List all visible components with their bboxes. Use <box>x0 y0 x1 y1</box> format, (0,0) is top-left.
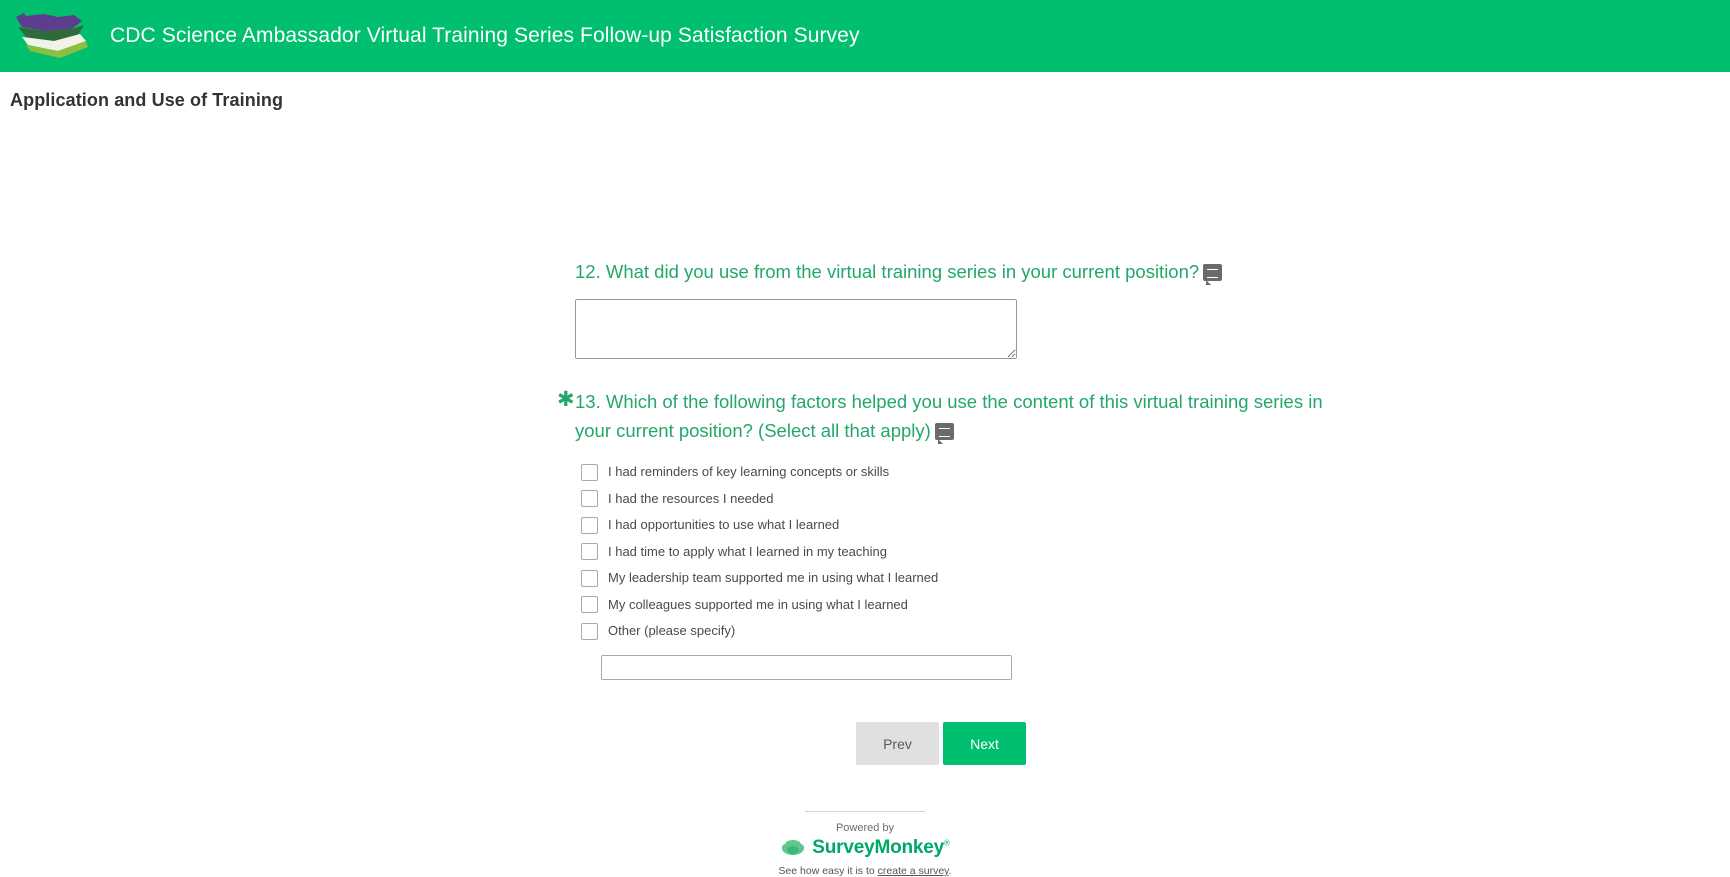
checkbox-label: I had opportunities to use what I learned <box>608 517 840 533</box>
powered-by-label: Powered by <box>835 822 895 834</box>
checkbox-label: I had time to apply what I learned in my teaching <box>608 543 887 559</box>
question-13-number: 13. <box>575 391 601 412</box>
footer-tagline <box>0 865 1730 877</box>
checkbox-row[interactable] <box>581 539 1335 566</box>
checkbox-row[interactable] <box>581 512 1335 539</box>
checkbox-icon[interactable] <box>581 570 598 587</box>
checkbox-row[interactable] <box>581 592 1335 619</box>
checkbox-row[interactable] <box>581 565 1335 592</box>
comment-icon[interactable] <box>1203 264 1222 281</box>
survey-footer <box>0 811 1730 877</box>
checkbox-icon[interactable] <box>581 623 598 640</box>
checkbox-icon[interactable] <box>581 490 598 507</box>
next-button[interactable]: Next <box>943 722 1026 765</box>
required-marker: ✱ <box>557 388 575 411</box>
surveymonkey-logo[interactable] <box>0 837 1730 859</box>
monkey-icon <box>780 839 806 857</box>
question-13-text <box>557 387 1335 445</box>
survey-title: CDC Science Ambassador Virtual Training Series Follow-up Satisfaction Survey <box>110 24 860 47</box>
checkbox-label: My leadership team supported me in using what I learned <box>608 570 939 586</box>
surveymonkey-name: SurveyMonkey® <box>812 837 950 858</box>
prev-button[interactable]: Prev <box>856 722 939 765</box>
footer-tagline-suffix: . <box>948 865 952 877</box>
question-12-label: What did you use from the virtual training series in your current position? <box>605 261 1200 282</box>
checkbox-icon[interactable] <box>581 517 598 534</box>
question-12 <box>575 257 1335 359</box>
comment-icon[interactable] <box>935 423 954 440</box>
question-13-options <box>575 459 1335 680</box>
checkbox-icon[interactable] <box>581 596 598 613</box>
checkbox-icon[interactable] <box>581 543 598 560</box>
question-13 <box>557 387 1335 680</box>
other-specify-input[interactable] <box>601 655 1012 680</box>
create-survey-link[interactable]: create a survey <box>877 865 949 877</box>
survey-header <box>0 0 1730 72</box>
question-12-text <box>575 257 1335 286</box>
checkbox-row-other[interactable] <box>581 618 1335 645</box>
checkbox-label: My colleagues supported me in using what I learned <box>608 596 908 612</box>
navigation-buttons <box>856 722 1026 765</box>
checkbox-row[interactable] <box>581 486 1335 513</box>
cdc-map-logo <box>14 11 92 61</box>
question-13-label: Which of the following factors helped you use the content of this virtual training series in your current position? (Select all that apply) <box>575 391 1323 441</box>
footer-divider <box>805 811 925 812</box>
question-12-number: 12. <box>575 261 601 282</box>
checkbox-icon[interactable] <box>581 464 598 481</box>
checkbox-label: I had the resources I needed <box>608 490 774 506</box>
checkbox-row[interactable] <box>581 459 1335 486</box>
question-12-textarea[interactable] <box>575 299 1017 359</box>
footer-tagline-prefix: See how easy it is to <box>778 865 878 877</box>
checkbox-label: Other (please specify) <box>608 623 736 639</box>
page-title: Application and Use of Training <box>10 90 284 110</box>
checkbox-label: I had reminders of key learning concepts or skills <box>608 464 890 480</box>
